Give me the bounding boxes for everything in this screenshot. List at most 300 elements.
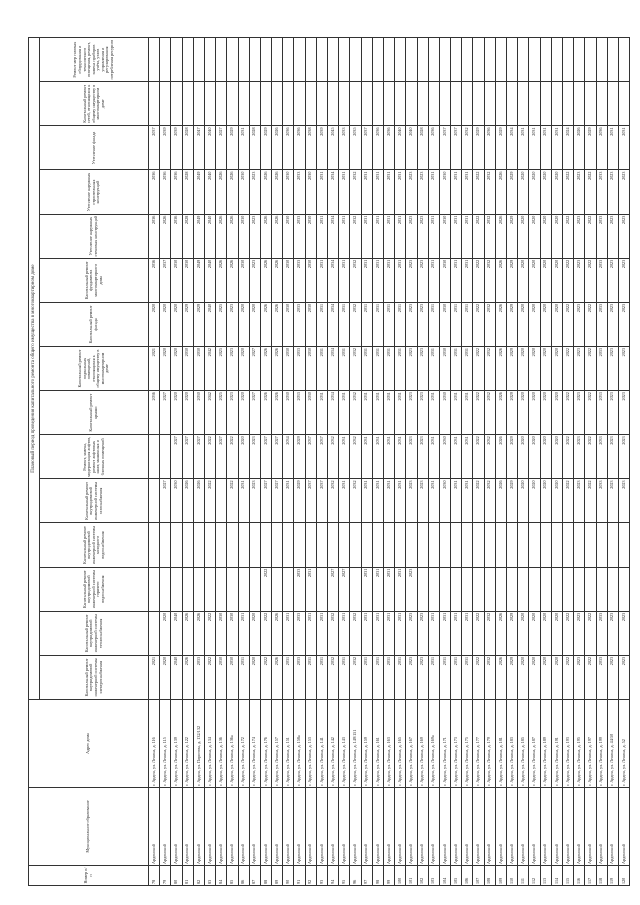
row-number: 107: [473, 866, 484, 886]
row-year-cell: [607, 523, 618, 567]
row-municipality: Ардонский: [383, 788, 394, 866]
row-year-cell: 2031: [316, 302, 327, 346]
row-year-cell: 2030: [305, 258, 316, 302]
table-row: [484, 38, 495, 886]
row-year-cell: 2032: [484, 479, 495, 523]
row-number: 105: [451, 866, 462, 886]
row-year-cell: [562, 567, 573, 611]
header-num: Номер п/п: [29, 866, 149, 886]
row-year-cell: 2023: [249, 479, 260, 523]
row-year-cell: 2020: [551, 479, 562, 523]
row-year-cell: [305, 523, 316, 567]
header-group: Плановый период проведения капитального ремонта общего имущества в многоквартирном доме: [29, 38, 40, 700]
row-year-cell: [372, 523, 383, 567]
row-year-cell: 2031: [439, 655, 450, 699]
row-year-cell: 2033: [596, 347, 607, 391]
row-year-cell: [316, 38, 327, 82]
row-year-cell: 2030: [283, 391, 294, 435]
row-year-cell: [585, 523, 596, 567]
row-year-cell: 2031: [383, 302, 394, 346]
row-year-cell: 2031: [428, 611, 439, 655]
row-municipality: Ардонский: [339, 788, 350, 866]
row-year-cell: [227, 523, 238, 567]
row-number: 108: [484, 866, 495, 886]
row-number: 79: [160, 866, 171, 886]
row-year-cell: [462, 82, 473, 126]
row-year-cell: 2026: [495, 214, 506, 258]
row-year-cell: [383, 38, 394, 82]
row-year-cell: [283, 82, 294, 126]
row-year-cell: 2031: [428, 214, 439, 258]
row-year-cell: 2030: [439, 214, 450, 258]
table-row: [417, 38, 428, 886]
row-address: г. Ардон, ул. Ленина, д. 197: [585, 700, 596, 788]
row-year-cell: [149, 38, 160, 82]
table-row: [350, 38, 361, 886]
row-address: г. Ардон, ул. Ленина, д. 136а: [227, 700, 238, 788]
row-year-cell: [328, 523, 339, 567]
row-year-cell: 2020: [238, 435, 249, 479]
row-year-cell: 2020: [171, 302, 182, 346]
row-year-cell: 2023: [406, 170, 417, 214]
row-year-cell: [518, 82, 529, 126]
row-year-cell: 2027: [249, 347, 260, 391]
header-work-11: Утепление наружных стеновых конструкций: [40, 214, 149, 258]
row-year-cell: [417, 82, 428, 126]
row-year-cell: 2026: [227, 258, 238, 302]
row-year-cell: [328, 38, 339, 82]
row-year-cell: [283, 567, 294, 611]
header-address: Адрес дома: [29, 700, 149, 788]
row-year-cell: 2033: [294, 655, 305, 699]
row-year-cell: 2037: [316, 479, 327, 523]
row-year-cell: 2020: [551, 258, 562, 302]
row-year-cell: 2037: [160, 258, 171, 302]
row-year-cell: 2032: [328, 479, 339, 523]
row-address: г. Ардон, ул. Ленина, д. 136: [216, 700, 227, 788]
row-address: г. Ардон, ул. Ленина, д. 175: [462, 700, 473, 788]
row-year-cell: [518, 38, 529, 82]
row-year-cell: [439, 82, 450, 126]
row-year-cell: 2020: [529, 435, 540, 479]
row-year-cell: 2026: [272, 655, 283, 699]
row-number: 101: [406, 866, 417, 886]
row-municipality: Ардонский: [372, 788, 383, 866]
row-year-cell: 2020: [238, 391, 249, 435]
row-year-cell: [328, 82, 339, 126]
row-year-cell: 2020: [518, 611, 529, 655]
row-year-cell: 2031: [518, 126, 529, 170]
row-year-cell: 2020: [249, 302, 260, 346]
row-year-cell: [182, 82, 193, 126]
row-year-cell: 2036: [149, 258, 160, 302]
table-row: [339, 38, 350, 886]
row-year-cell: [451, 82, 462, 126]
row-year-cell: 2022: [585, 435, 596, 479]
row-year-cell: 2031: [395, 479, 406, 523]
row-number: 120: [618, 866, 629, 886]
row-year-cell: 2023: [618, 170, 629, 214]
row-year-cell: 2023: [574, 347, 585, 391]
row-year-cell: 2023: [574, 435, 585, 479]
row-year-cell: 2031: [451, 170, 462, 214]
row-year-cell: 2023: [618, 611, 629, 655]
row-year-cell: 2031: [372, 214, 383, 258]
row-year-cell: 2031: [305, 567, 316, 611]
row-municipality: Ардонский: [160, 788, 171, 866]
row-year-cell: [204, 523, 215, 567]
row-year-cell: [361, 38, 372, 82]
row-year-cell: 2032: [484, 611, 495, 655]
row-year-cell: 2023: [607, 258, 618, 302]
row-year-cell: 2023: [607, 391, 618, 435]
row-year-cell: 2020: [160, 655, 171, 699]
row-year-cell: 2030: [182, 347, 193, 391]
row-year-cell: 2020: [540, 391, 551, 435]
row-year-cell: 2022: [585, 302, 596, 346]
row-year-cell: 2027: [216, 126, 227, 170]
row-year-cell: 2020: [529, 302, 540, 346]
row-year-cell: 2031: [451, 258, 462, 302]
row-year-cell: [529, 38, 540, 82]
row-year-cell: 2025: [216, 347, 227, 391]
row-year-cell: 2031: [238, 655, 249, 699]
row-year-cell: 2029: [507, 435, 518, 479]
row-year-cell: 2023: [406, 391, 417, 435]
row-year-cell: 2031: [316, 258, 327, 302]
row-year-cell: 2031: [339, 611, 350, 655]
row-number: 103: [428, 866, 439, 886]
row-year-cell: 2030: [305, 214, 316, 258]
row-year-cell: [372, 38, 383, 82]
row-year-cell: 2031: [305, 611, 316, 655]
table-row: [551, 38, 562, 886]
row-year-cell: 2031: [372, 170, 383, 214]
row-year-cell: [473, 567, 484, 611]
row-year-cell: 2029: [182, 302, 193, 346]
header-work-10: Капитальный ремонт фундамента многоквартирного дома: [40, 258, 149, 302]
row-year-cell: [428, 523, 439, 567]
row-municipality: Ардонский: [417, 788, 428, 866]
row-year-cell: 2023: [618, 214, 629, 258]
row-year-cell: 2029: [193, 302, 204, 346]
row-year-cell: [305, 82, 316, 126]
row-year-cell: [361, 82, 372, 126]
row-year-cell: 2020: [518, 435, 529, 479]
table-row: [540, 38, 551, 886]
row-year-cell: 2032: [484, 258, 495, 302]
row-year-cell: 2031: [361, 611, 372, 655]
row-number: 111: [518, 866, 529, 886]
row-year-cell: 2032: [484, 655, 495, 699]
row-year-cell: 2022: [473, 258, 484, 302]
row-year-cell: 2022: [562, 479, 573, 523]
row-year-cell: 2031: [451, 655, 462, 699]
row-year-cell: 2045: [328, 126, 339, 170]
row-year-cell: 2026: [272, 302, 283, 346]
table-row: [149, 38, 160, 886]
row-year-cell: 2022: [473, 347, 484, 391]
row-year-cell: 2034: [283, 435, 294, 479]
row-year-cell: [149, 611, 160, 655]
row-year-cell: [182, 38, 193, 82]
row-year-cell: 2030: [305, 302, 316, 346]
row-year-cell: 2031: [383, 655, 394, 699]
row-year-cell: 2020: [551, 347, 562, 391]
row-municipality: Ардонский: [518, 788, 529, 866]
table-row: [495, 38, 506, 886]
row-year-cell: 2036: [428, 126, 439, 170]
row-year-cell: [551, 523, 562, 567]
row-municipality: Ардонский: [596, 788, 607, 866]
table-row: [160, 38, 171, 886]
row-address: г. Ардон, ул. Ленина, д. 177: [473, 700, 484, 788]
row-year-cell: 2022: [585, 611, 596, 655]
row-year-cell: [339, 523, 350, 567]
row-municipality: Ардонский: [294, 788, 305, 866]
row-year-cell: [160, 82, 171, 126]
row-year-cell: [585, 38, 596, 82]
row-year-cell: 2022: [260, 655, 271, 699]
row-year-cell: 2031: [339, 435, 350, 479]
row-year-cell: 2023: [406, 347, 417, 391]
row-year-cell: 2026: [495, 655, 506, 699]
row-address: г. Ардон, ул. Ленина, д. 134: [204, 700, 215, 788]
row-year-cell: 2023: [227, 347, 238, 391]
row-year-cell: 2020: [540, 214, 551, 258]
row-year-cell: 2022: [227, 479, 238, 523]
row-year-cell: [574, 82, 585, 126]
row-address: г. Ардон, ул. Ленина, д. 158а: [294, 700, 305, 788]
row-year-cell: 2031: [383, 347, 394, 391]
row-year-cell: 2040: [204, 258, 215, 302]
row-year-cell: [484, 523, 495, 567]
row-year-cell: [562, 82, 573, 126]
row-year-cell: [316, 82, 327, 126]
row-year-cell: 2020: [529, 479, 540, 523]
row-year-cell: 2031: [462, 479, 473, 523]
row-year-cell: 2037: [316, 435, 327, 479]
row-year-cell: [495, 82, 506, 126]
row-number: 80: [171, 866, 182, 886]
row-address: г. Ардон, ул. Ленина, д. 167: [406, 700, 417, 788]
row-year-cell: 2029: [507, 391, 518, 435]
row-year-cell: 2023: [249, 214, 260, 258]
row-year-cell: [350, 567, 361, 611]
table-row: [607, 38, 618, 886]
row-number: 92: [305, 866, 316, 886]
row-year-cell: 2032: [484, 391, 495, 435]
row-year-cell: 2031: [529, 126, 540, 170]
row-address: г. Ардон, ул. Ленина, д. 151: [283, 700, 294, 788]
row-year-cell: 2023: [406, 479, 417, 523]
table-row: [372, 38, 383, 886]
row-year-cell: [372, 82, 383, 126]
row-year-cell: 2026: [260, 302, 271, 346]
row-year-cell: 2023: [406, 302, 417, 346]
row-year-cell: 2023: [249, 258, 260, 302]
row-year-cell: [507, 523, 518, 567]
row-year-cell: [193, 523, 204, 567]
row-year-cell: 2025: [216, 391, 227, 435]
row-year-cell: [350, 523, 361, 567]
row-year-cell: 2034: [328, 302, 339, 346]
row-year-cell: [451, 567, 462, 611]
row-year-cell: [204, 38, 215, 82]
row-year-cell: [395, 82, 406, 126]
row-year-cell: [227, 82, 238, 126]
row-year-cell: 2039: [171, 126, 182, 170]
row-number: 112: [529, 866, 540, 886]
row-address: г. Ардон, ул. Ленина, д. 159: [361, 700, 372, 788]
row-year-cell: 2038: [305, 126, 316, 170]
row-address: г. Ардон, ул. Ленина, д. 181: [495, 700, 506, 788]
table-row: [171, 38, 182, 886]
row-year-cell: 2028: [249, 126, 260, 170]
row-year-cell: 2023: [607, 170, 618, 214]
row-year-cell: 2020: [529, 170, 540, 214]
table-row: [618, 38, 629, 886]
row-year-cell: [339, 38, 350, 82]
row-year-cell: 2040: [204, 214, 215, 258]
row-year-cell: 2031: [395, 214, 406, 258]
row-address: г. Ардон, ул. Ленина, д. 173: [451, 700, 462, 788]
row-year-cell: 2023: [417, 479, 428, 523]
table-frame: [28, 38, 626, 886]
row-year-cell: 2022: [562, 435, 573, 479]
row-year-cell: [562, 523, 573, 567]
table-row: [316, 38, 327, 886]
row-year-cell: 2022: [260, 611, 271, 655]
row-year-cell: [160, 38, 171, 82]
row-year-cell: 2039: [160, 126, 171, 170]
row-year-cell: 2033: [339, 126, 350, 170]
row-year-cell: [417, 567, 428, 611]
row-year-cell: [529, 523, 540, 567]
row-year-cell: 2036: [160, 170, 171, 214]
row-year-cell: 2036: [149, 214, 160, 258]
row-year-cell: [507, 38, 518, 82]
table-row: [272, 38, 283, 886]
row-year-cell: 2026: [260, 214, 271, 258]
row-year-cell: 2022: [473, 214, 484, 258]
row-year-cell: 2023: [406, 567, 417, 611]
row-year-cell: 2022: [562, 302, 573, 346]
row-year-cell: 2031: [372, 347, 383, 391]
table-header: [29, 38, 149, 886]
row-year-cell: 2031: [383, 214, 394, 258]
row-year-cell: 2023: [574, 302, 585, 346]
row-year-cell: 2029: [260, 126, 271, 170]
row-address: г. Ардон, ул. Ленина, д. 185: [518, 700, 529, 788]
header-work-4: Капитальный ремонт внутридомовой инженерной системы холодного водоснабжения: [40, 523, 149, 567]
row-year-cell: 2023: [417, 170, 428, 214]
table-row: [562, 38, 573, 886]
row-year-cell: 2049: [193, 258, 204, 302]
table-row: [428, 38, 439, 886]
row-year-cell: 2023: [607, 347, 618, 391]
row-year-cell: 2042: [204, 347, 215, 391]
row-address: г. Ардон, ул. Ленина, д. 199: [596, 700, 607, 788]
row-year-cell: 2031: [395, 391, 406, 435]
row-municipality: Ардонский: [283, 788, 294, 866]
row-year-cell: 2026: [193, 611, 204, 655]
row-year-cell: 2022: [585, 214, 596, 258]
header-work-6: Ремонт, замена, модернизация лифтов, ремонт лифтовых шахт, машинных и блочных помещений: [40, 435, 149, 479]
row-year-cell: 2049: [193, 170, 204, 214]
row-year-cell: 2027: [216, 435, 227, 479]
row-year-cell: [171, 567, 182, 611]
row-number: 95: [339, 866, 350, 886]
row-year-cell: 2023: [574, 479, 585, 523]
row-year-cell: 2031: [462, 214, 473, 258]
row-year-cell: 2030: [193, 391, 204, 435]
row-year-cell: [249, 523, 260, 567]
row-year-cell: 2033: [596, 170, 607, 214]
table-row: [383, 38, 394, 886]
row-year-cell: 2031: [238, 126, 249, 170]
row-year-cell: [171, 523, 182, 567]
row-year-cell: 2036: [171, 214, 182, 258]
row-year-cell: 2034: [328, 214, 339, 258]
row-year-cell: 2031: [316, 655, 327, 699]
row-year-cell: 2031: [395, 567, 406, 611]
row-year-cell: [607, 567, 618, 611]
row-number: 94: [328, 866, 339, 886]
row-year-cell: 2030: [283, 302, 294, 346]
row-number: 113: [540, 866, 551, 886]
row-address: г. Ардон, ул. Ленина, д. 116: [149, 700, 160, 788]
header-work-1: Капитальный ремонт внутридомовой инженерной системы электроснабжения: [40, 655, 149, 699]
row-municipality: Ардонский: [618, 788, 629, 866]
row-address: г. Ардон, ул. Ленина, д. 195: [574, 700, 585, 788]
row-number: 88: [260, 866, 271, 886]
row-year-cell: 2020: [551, 214, 562, 258]
row-municipality: Ардонский: [182, 788, 193, 866]
row-year-cell: 2036: [149, 391, 160, 435]
row-year-cell: 2027: [171, 435, 182, 479]
row-year-cell: 2022: [562, 214, 573, 258]
row-year-cell: 2020: [540, 302, 551, 346]
row-year-cell: [171, 38, 182, 82]
row-year-cell: 2030: [216, 655, 227, 699]
row-year-cell: [238, 567, 249, 611]
row-municipality: Ардонский: [171, 788, 182, 866]
row-year-cell: 2034: [328, 258, 339, 302]
row-year-cell: 2020: [529, 655, 540, 699]
row-year-cell: [406, 523, 417, 567]
row-year-cell: 2022: [562, 347, 573, 391]
row-municipality: Ардонский: [507, 788, 518, 866]
row-year-cell: 2026: [216, 170, 227, 214]
row-year-cell: 2032: [462, 126, 473, 170]
row-year-cell: 2031: [618, 126, 629, 170]
row-year-cell: [260, 38, 271, 82]
row-number: 115: [562, 866, 573, 886]
row-year-cell: 2031: [395, 435, 406, 479]
row-year-cell: 2027: [328, 567, 339, 611]
row-year-cell: 2020: [551, 391, 562, 435]
row-year-cell: 2031: [361, 258, 372, 302]
row-year-cell: [439, 567, 450, 611]
row-number: 106: [462, 866, 473, 886]
row-municipality: Ардонский: [574, 788, 585, 866]
row-year-cell: 2033: [596, 302, 607, 346]
row-address: г. Ардон, ул. Пирогова, д. 132/132: [193, 700, 204, 788]
row-year-cell: 2020: [171, 347, 182, 391]
row-number: 114: [551, 866, 562, 886]
row-year-cell: 2032: [350, 391, 361, 435]
